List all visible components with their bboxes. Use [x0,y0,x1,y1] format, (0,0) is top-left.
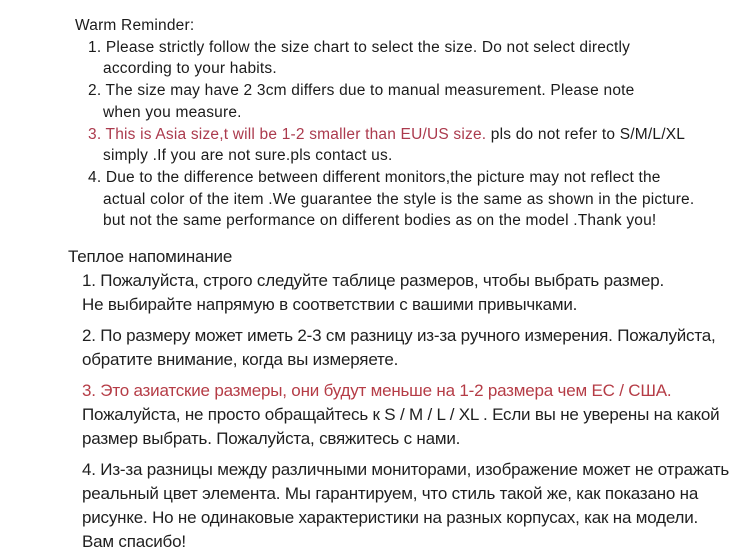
ru-item-2-line-1: 2. По размеру может иметь 2-3 см разницу из-за ручного измерения. Пожалуйста, [82,326,716,346]
ru-item-2-line-2: обратите внимание, когда вы измеряете. [82,350,399,370]
en-item-4-line-3: but not the same performance on different bodies as on the model .Thank you! [103,212,657,230]
en-item-3-line-2: simply .If you are not sure.pls contact us. [103,147,393,165]
en-item-3-black-text: pls do not refer to S/M/L/XL [486,125,686,143]
russian-heading: Теплое напоминание [68,247,233,267]
en-item-4-line-2: actual color of the item .We guarantee the style is the same as shown in the picture. [103,190,695,208]
ru-item-4-line-1: 4. Из-за разницы между различными мониторами, изображение может не отражать [82,460,730,480]
ru-item-1-line-2: Не выбирайте напрямую в соответствии с вашими привычками. [82,295,578,315]
en-item-1-line-2: according to your habits. [103,60,277,78]
ru-item-3-line-2: Пожалуйста, не просто обращайтесь к S / M / L / XL . Если вы не уверены на какой [82,405,720,425]
ru-item-1-line-1: 1. Пожалуйста, строго следуйте таблице размеров, чтобы выбрать размер. [82,271,665,291]
ru-item-3-red-line: 3. Это азиатские размеры, они будут меньше на 1-2 размера чем ЕС / США. [82,381,672,401]
english-heading: Warm Reminder: [75,17,195,34]
en-item-2-line-1: 2. The size may have 2 3cm differs due to manual measurement. Please note [88,82,635,100]
en-item-2-line-2: when you measure. [103,103,242,121]
ru-item-4-line-4: Вам спасибо! [82,532,186,552]
ru-item-3-line-3: размер выбрать. Пожалуйста, свяжитесь с нами. [82,429,461,449]
en-item-3-line-1 [88,124,750,146]
en-item-3-red-text: 3. This is Asia size,t will be 1-2 smaller than EU/US size. [88,125,487,143]
ru-item-4-line-2: реальный цвет элемента. Мы гарантируем, что стиль такой же, как показано на [82,484,699,504]
ru-item-4-line-3: рисунке. Но не одинаковые характеристики на разных корпусах, как на модели. [82,508,699,528]
russian-section [0,245,750,554]
en-item-1-line-1: 1. Please strictly follow the size chart to select the size. Do not select directly [88,38,631,56]
en-item-4-line-1: 4. Due to the difference between different monitors,the picture may not reflect the [88,168,661,186]
english-section [0,0,750,232]
